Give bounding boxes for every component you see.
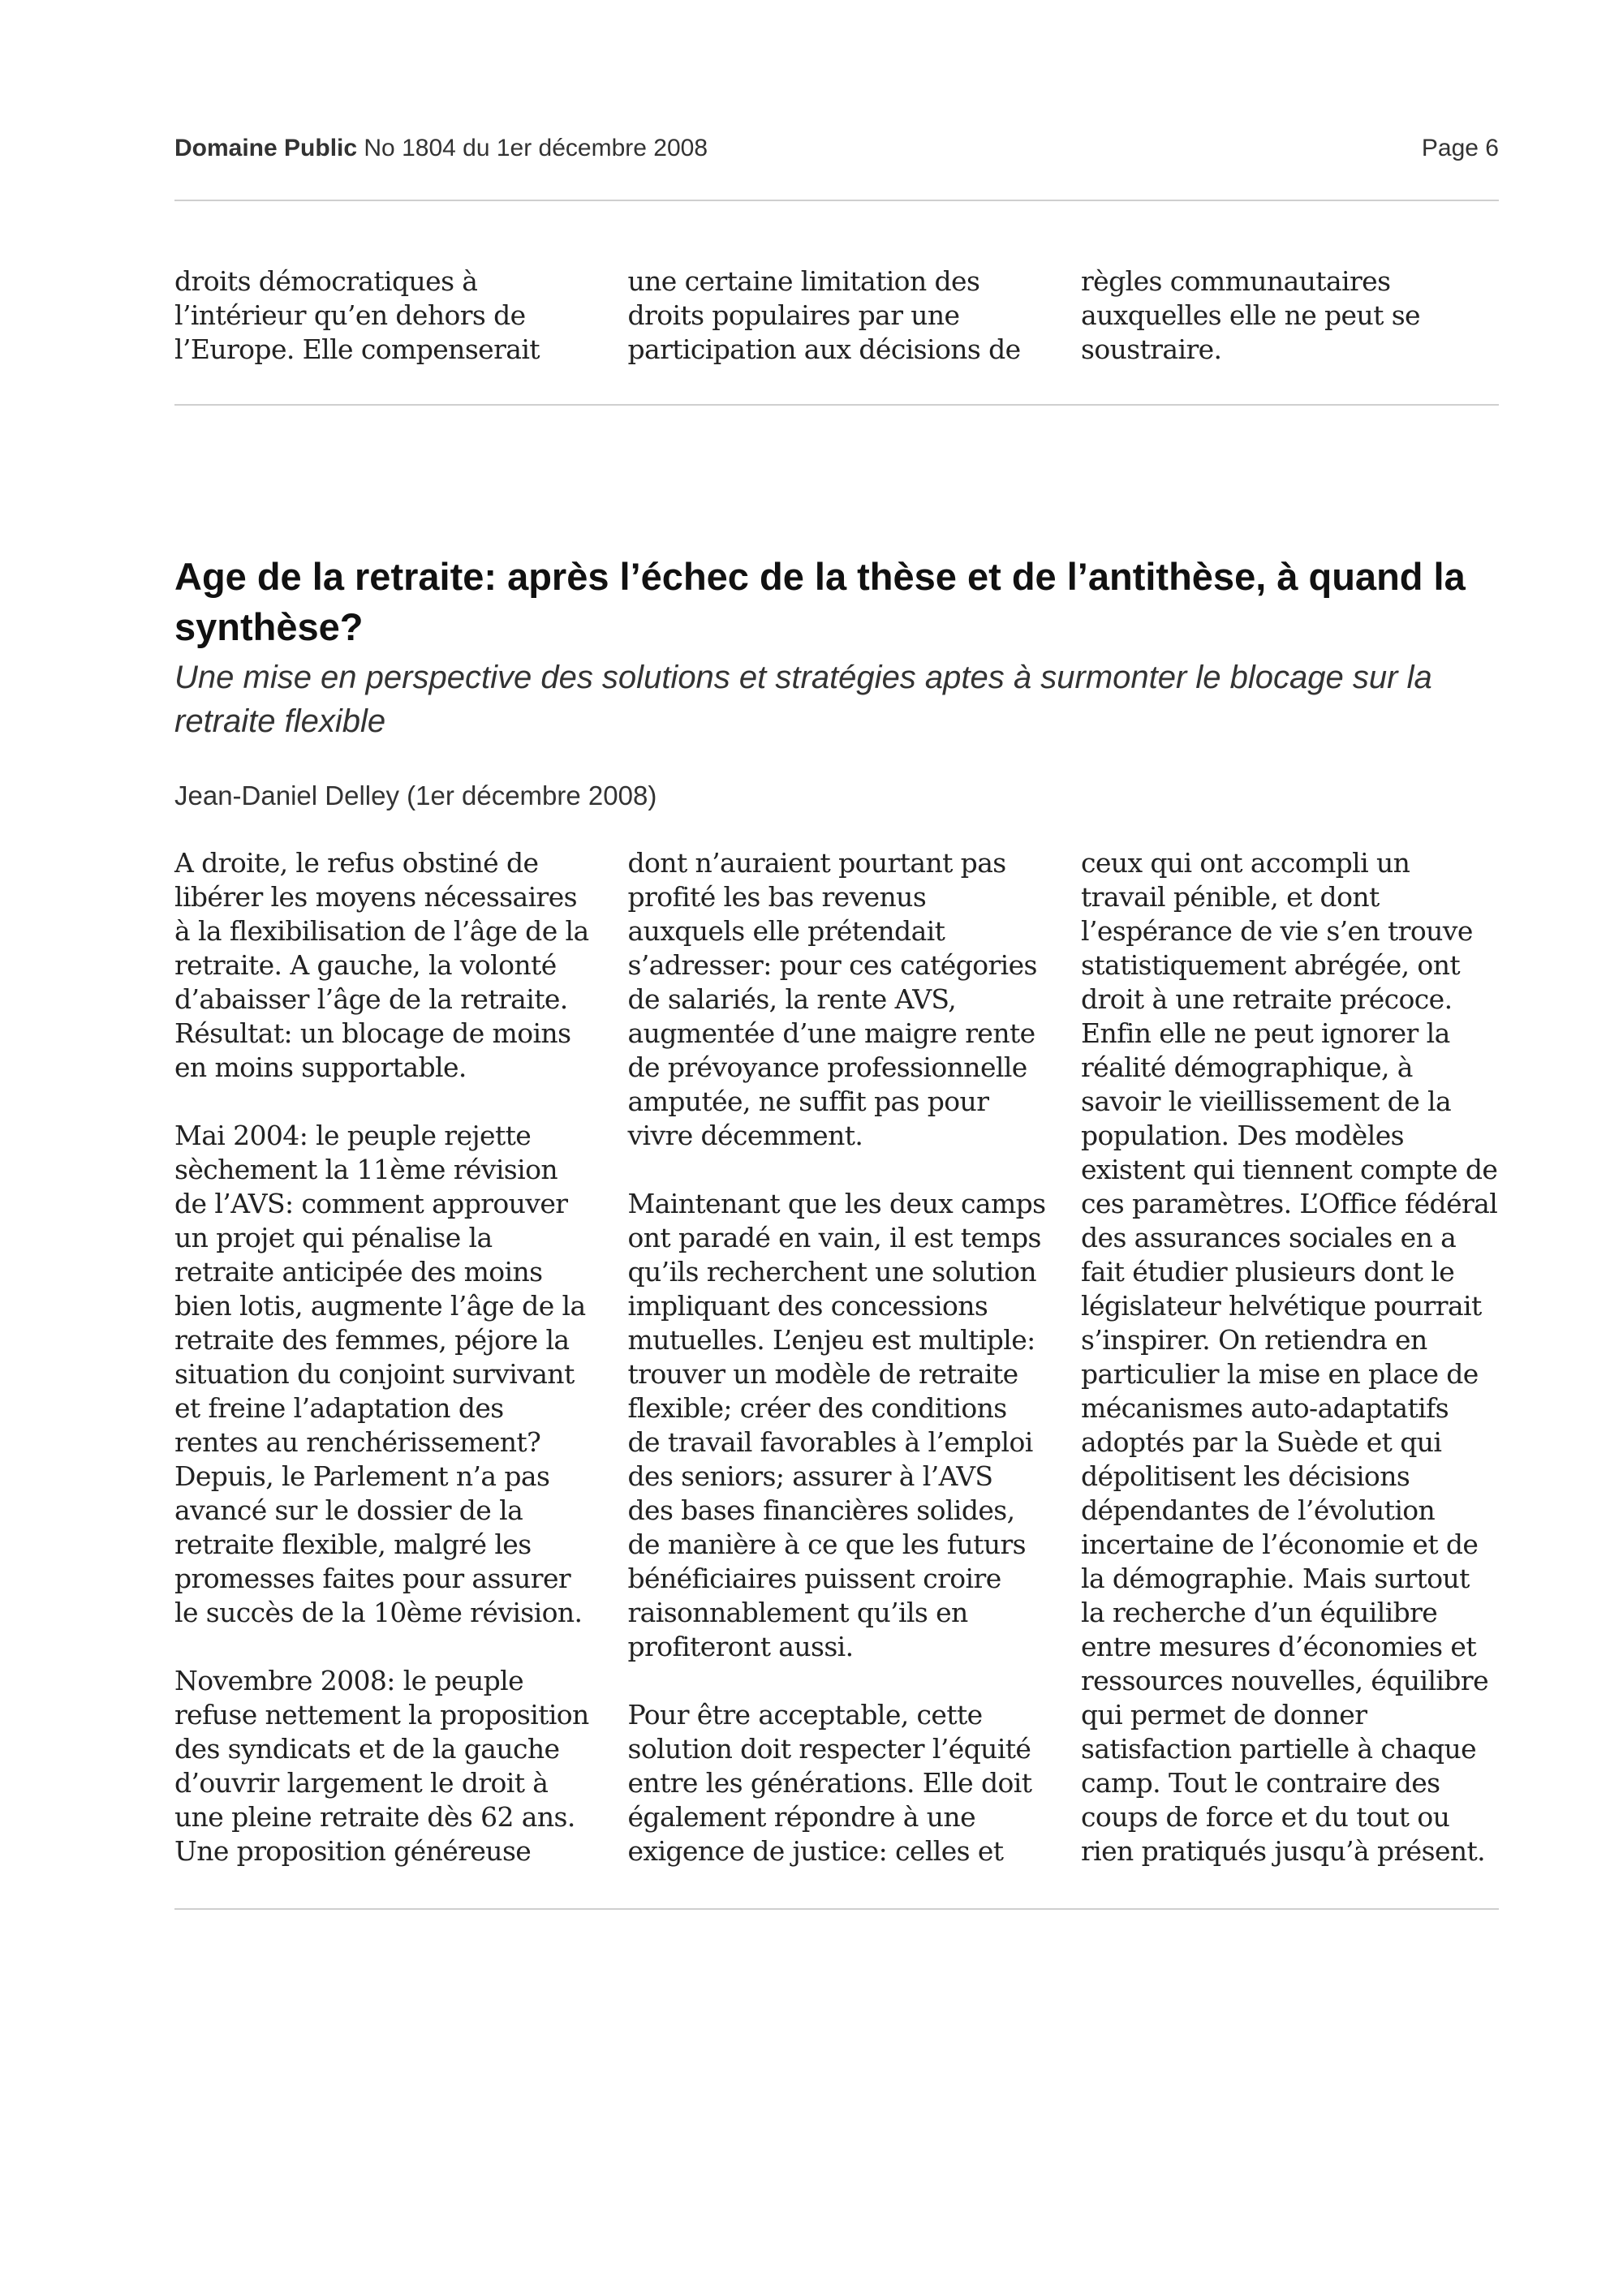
paragraph: une certaine limitation des droits populaires par une participation aux décisions de — [627, 265, 1021, 365]
body-column-3 — [1081, 846, 1499, 1868]
paragraph: A droite, le refus obstiné de libérer les moyens nécessaires à la flexibilisation de l’âge de la retraite. A gauche, la volonté d’abaisser l’âge de la retraite. Résultat: un blocage de moins en moins supportable. — [174, 847, 589, 1083]
paragraph: Mai 2004: le peuple rejette sèchement la 11ème révision de l’AVS: comment approuver un projet qui pénalise la retraite anticipée des moins bien lotis, augmente l’âge de la retraite des femmes, péjore la situation du conjoint survivant et freine l’adaptation des rentes au renchérissement? Depuis, le Parlement n’a pas avancé sur le dossier de la retraite flexible, malgré les promesses faites pour assurer le succès de la 10ème révision. — [174, 1120, 586, 1628]
prev-column-1 — [174, 264, 592, 367]
footer-divider — [174, 1908, 1499, 1910]
article-subtitle: Une mise en perspective des solutions et stratégies aptes à surmonter le blocage sur la retraite flexible — [174, 660, 1432, 739]
previous-article-tail — [174, 264, 1499, 367]
page-header — [174, 135, 1499, 167]
body-column-2 — [628, 846, 1046, 1868]
prev-column-2 — [628, 264, 1046, 367]
paragraph: Maintenant que les deux camps ont paradé en vain, il est temps qu’ils recherchent une solution impliquant des concessions mutuelles. L’enjeu est multiple: trouver un modèle de retraite flexible; créer des conditions de travail favorables à l’emploi des seniors; assurer à l’AVS des bases financières solides, de manière à ce que les futurs bénéficiaires puissent croire raisonnablement qu’ils en profiteront aussi. — [627, 1188, 1046, 1662]
prev-column-3 — [1081, 264, 1499, 367]
paragraph: Pour être acceptable, cette solution doit respecter l’équité entre les générations. Elle doit également répondre à une exigence de justice: celles et — [627, 1699, 1032, 1867]
paragraph: règles communautaires auxquelles elle ne peut se soustraire. — [1081, 265, 1420, 365]
paragraph: ceux qui ont accompli un travail pénible, et dont l’espérance de vie s’en trouve statistiquement abrégée, ont droit à une retraite précoce. Enfin elle ne peut ignorer la réalité démographique, à savoir le vieillissement de la population. Des modèles existent qui tiennent compte de ces paramètres. L’Office fédéral des assurances sociales en a fait étudier plusieurs dont le législateur helvétique pourrait s’inspirer. On retiendra en particulier la mise en place de mécanismes auto-adaptatifs adoptés par la Suède et qui dépolitisent les décisions dépendantes de l’évolution incertaine de l’économie et de la démographie. Mais surtout la recherche d’un équilibre entre mesures d’économies et ressources nouvelles, équilibre qui permet de donner satisfaction partielle à chaque camp. Tout le contraire des coups de force et du tout ou rien pratiqués jusqu’à présent. — [1081, 847, 1498, 1867]
publication-name: Domaine Public — [174, 135, 358, 161]
article-divider — [174, 404, 1499, 406]
article-title: Age de la retraite: après l’échec de la thèse et de l’antithèse, à quand la synthèse? — [174, 555, 1466, 648]
article-body — [174, 846, 1499, 1868]
body-column-1 — [174, 846, 592, 1868]
paragraph: droits démocratiques à l’intérieur qu’en dehors de l’Europe. Elle compenserait — [174, 265, 540, 365]
paragraph: dont n’auraient pourtant pas profité les bas revenus auxquels elle prétendait s’adresser: pour ces catégories de salariés, la rente AVS, augmentée d’une maigre rente de prévoyance professionnelle amputée, ne suffit pas pour vivre décemment. — [627, 847, 1037, 1151]
issue-info: No 1804 du 1er décembre 2008 — [364, 135, 708, 161]
paragraph: Novembre 2008: le peuple refuse nettement la proposition des syndicats et de la gauche d’ouvrir largement le droit à une pleine retraite dès 62 ans. Une proposition généreuse — [174, 1665, 589, 1867]
article-byline: Jean-Daniel Delley (1er décembre 2008) — [174, 780, 657, 810]
page-number: Page 6 — [1421, 135, 1499, 161]
header-divider — [174, 200, 1499, 201]
